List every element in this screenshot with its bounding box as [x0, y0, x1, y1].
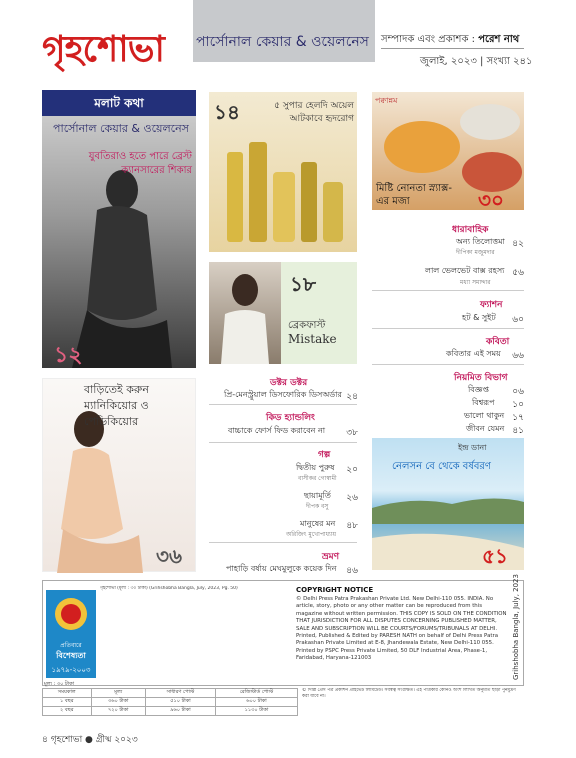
toc-section-serial: ধারাবাহিক — [452, 225, 489, 235]
toc-divider — [209, 442, 357, 443]
manicure-title: বাড়িতেই করুন ম্যানিকিয়োর ও পেডিকিয়োর — [84, 383, 149, 428]
toc-section-kid: কিড হ্যান্ডলিং — [266, 413, 315, 423]
toc-item[interactable]: জীবন যেমন — [466, 424, 505, 433]
toc-item[interactable]: ভালো থাকুন — [464, 411, 505, 420]
travel-label: ইন্দ্র ডানা — [458, 443, 487, 452]
toc-page: ২৬ — [346, 493, 358, 503]
toc-item[interactable]: বিজ্ঞপ্ত — [468, 385, 489, 394]
toc-divider — [372, 290, 524, 291]
cover-story-teaser[interactable]: যুবতিরাও হতে পারে ব্রেস্ট ক্যানসারের শিকার — [88, 151, 192, 176]
travel-page: ৫১ — [482, 544, 508, 568]
toc-item[interactable]: হট & সুইট — [462, 313, 496, 322]
table-cell: রেজিস্টার্ড পোস্ট — [215, 689, 297, 698]
table-cell: ১১৩০ টাকা — [215, 707, 297, 716]
badge-line2: বিশেষ্যতা — [56, 651, 86, 660]
toc-section-story: গল্প — [318, 450, 331, 460]
cookery-page: ৩০ — [478, 188, 505, 212]
table-cell: ৯৬০ টাকা — [145, 707, 215, 716]
table-cell: ২ বছর — [43, 707, 92, 716]
toc-divider — [209, 404, 357, 405]
toc-page: ৩৮ — [346, 428, 358, 438]
table-cell: সাধারণ পোস্ট — [145, 689, 215, 698]
issue-line: জুলাই, ২০২৩ | সংখ্যা ২৪১ — [420, 56, 533, 67]
breakfast-subtitle: Mistake — [288, 332, 337, 346]
copyright-text: © Delhi Press Patra Prakashan Private Ltd. New Delhi-110 055. INDIA. No article, story, photo or any other matter can be reproduced from this magazine without written permission. THIS COPY IS SOLD ON THE CONDITION THAT JURISDICTION FOR ALL DISPUTES CONCERNING PUBLISHED MATTER, SALE AND SUBSCRIPTION WILL BE COURTS/FORUMS/TRIBUNALS AT DELHI. Printed, Published & Edited by PARESH NATH on behalf of Delhi Press Patra Prakashan Private Limited at E-8, Jhandewala Estate, New Delhi-110 055. Printed by PSPC Press Private Limited, 50 DLF Industrial Area, Phase-1, Faridabad, Haryana-121003 — [296, 596, 507, 662]
cover-story-page: ১২ — [54, 343, 83, 368]
magazine-logo: গৃহশোভা — [42, 28, 164, 70]
side-issue-text: Grihshobha Bangla, July, 2023 — [512, 574, 520, 680]
toc-section-travel: ভ্রমণ — [322, 552, 340, 562]
table-cell: ৫১০ টাকা — [145, 698, 215, 707]
table-cell: ৭২০ টাকা — [91, 707, 145, 716]
toc-author: মধ্যা সমাদ্দার — [460, 279, 491, 286]
toc-page: ৬৬ — [512, 351, 524, 361]
toc-item[interactable]: বাচ্চাকে ফোর্স ফিড করাবেন না — [228, 426, 326, 435]
toc-author: দীপিকা মজুমদার — [456, 249, 495, 256]
cover-story-subtitle: পার্সোনাল কেয়ার & ওয়েলনেস — [53, 122, 189, 135]
badge-emblem-icon — [46, 590, 96, 634]
toc-item[interactable]: কবিতার এই সময় — [446, 349, 501, 358]
price-heading: মূল্য : ৩০ টাকা — [44, 681, 75, 687]
toc-item[interactable]: পাহাড়ি বর্ষায় মেঘমুলুকে কয়েক দিন — [226, 564, 337, 573]
table-row — [43, 689, 298, 698]
toc-page: ২৪ — [346, 392, 358, 402]
toc-item[interactable]: প্রি-মেনস্ট্রুয়াল ডিসফোরিক ডিসঅর্ডার — [224, 390, 342, 399]
page-folio: ৪ গৃহশোভা ● গ্রীষ্ম ২০২৩ — [42, 735, 138, 745]
travel-title: নেলসন বে থেকে বর্ষবরণ — [392, 461, 491, 472]
toc-page: ১০ — [512, 400, 524, 410]
toc-item[interactable]: মানুষের মন — [300, 519, 336, 528]
toc-page: ০৬ — [512, 387, 524, 397]
toc-divider — [209, 542, 357, 543]
toc-item[interactable]: লাল ভেলভেট বাক্স রহস্য — [425, 266, 505, 275]
cookery-label: পক্বান্নম — [375, 96, 398, 105]
toc-item[interactable]: দ্বিতীয় পুরুষ — [296, 463, 335, 472]
breakfast-page: ১৮ — [290, 272, 316, 296]
manicure-page: ৩৬ — [156, 544, 183, 568]
table-cell: সময়কাল — [43, 689, 92, 698]
toc-item[interactable]: ছায়ামূর্তি — [304, 491, 331, 500]
copyright-title: COPYRIGHT NOTICE — [296, 586, 374, 594]
oils-feature-title: ৫ সুপার হেলদি অয়েল আটকাবে হৃদরোগ — [274, 101, 354, 124]
toc-divider — [372, 328, 524, 329]
table-cell: ১ বছর — [43, 698, 92, 707]
toc-page: ৪২ — [512, 239, 524, 249]
toc-author: দীপক বসু — [306, 503, 329, 510]
cookery-title: মিষ্টি নোনতা স্ন্যাক্স-এর মজা — [376, 183, 453, 207]
toc-section-doctor: ডক্টর ডক্টর — [270, 378, 308, 388]
table-cell: ৬০০ টাকা — [215, 698, 297, 707]
toc-page: ৬০ — [512, 315, 524, 325]
toc-page: ৪৬ — [346, 566, 358, 576]
header-divider — [381, 48, 524, 49]
woman-eating-illustration — [209, 262, 281, 364]
toc-page: ৪১ — [512, 426, 524, 436]
toc-page: ২০ — [346, 465, 358, 475]
editor-label: সম্পাদক এবং প্রকাশক : — [381, 34, 475, 45]
badge-line1: প্রতিবারে — [60, 642, 82, 649]
toc-divider — [372, 364, 524, 365]
editor-name: পরেশ নাথ — [478, 34, 520, 45]
toc-author: অরিজিৎ মুখোপাধ্যায় — [286, 531, 337, 538]
imprint-fine-print: গৃহশোভা (মূল্য : ৩০ টাকা) (Grihshobha Bangla, July, 2023, Pg. 50) — [100, 586, 238, 591]
toc-page: ১৭ — [512, 413, 524, 423]
toc-item[interactable]: বিশ্বরূপ — [472, 398, 495, 407]
subscription-table — [42, 688, 298, 716]
breakfast-photo[interactable] — [209, 262, 281, 364]
toc-section-fashion: ফ্যাশন — [480, 300, 503, 310]
toc-section-poetry: কবিতা — [486, 337, 510, 347]
cover-story-heading: মলাট কথা — [42, 90, 196, 116]
table-cell: মূল্য — [91, 689, 145, 698]
table-cell: ৩৬০ টাকা — [91, 698, 145, 707]
badge-line3: ১৯৭৯-২০০৩ — [51, 666, 91, 674]
header-section-title: পার্সোনাল কেয়ার & ওয়েলনেস — [196, 34, 369, 50]
toc-author: বাসীকর গোস্বামী — [298, 475, 337, 482]
toc-item[interactable]: অন্য তিলোত্তমা — [456, 237, 505, 246]
oils-feature-page: ১৪ — [214, 100, 240, 124]
breakfast-title: ব্রেকফাস্ট — [288, 320, 326, 331]
table-row — [43, 707, 298, 716]
legal-fine-print: © দিল্লি প্রেস পত্র প্রকাশন প্রাইভেট লিমিটেড। সর্বস্বত্ব সংরক্ষিত। এই পত্রিকার কোনও অংশ লিখিত অনুমতি ছাড়া পুনর্মুদ্রণ করা যাবে না। — [302, 688, 516, 699]
table-row — [43, 698, 298, 707]
toc-section-regular: নিয়মিত বিভাগ — [454, 373, 508, 383]
toc-page: ৪৮ — [346, 521, 358, 531]
toc-page: ৫৬ — [512, 268, 524, 278]
editor-line — [381, 32, 519, 49]
